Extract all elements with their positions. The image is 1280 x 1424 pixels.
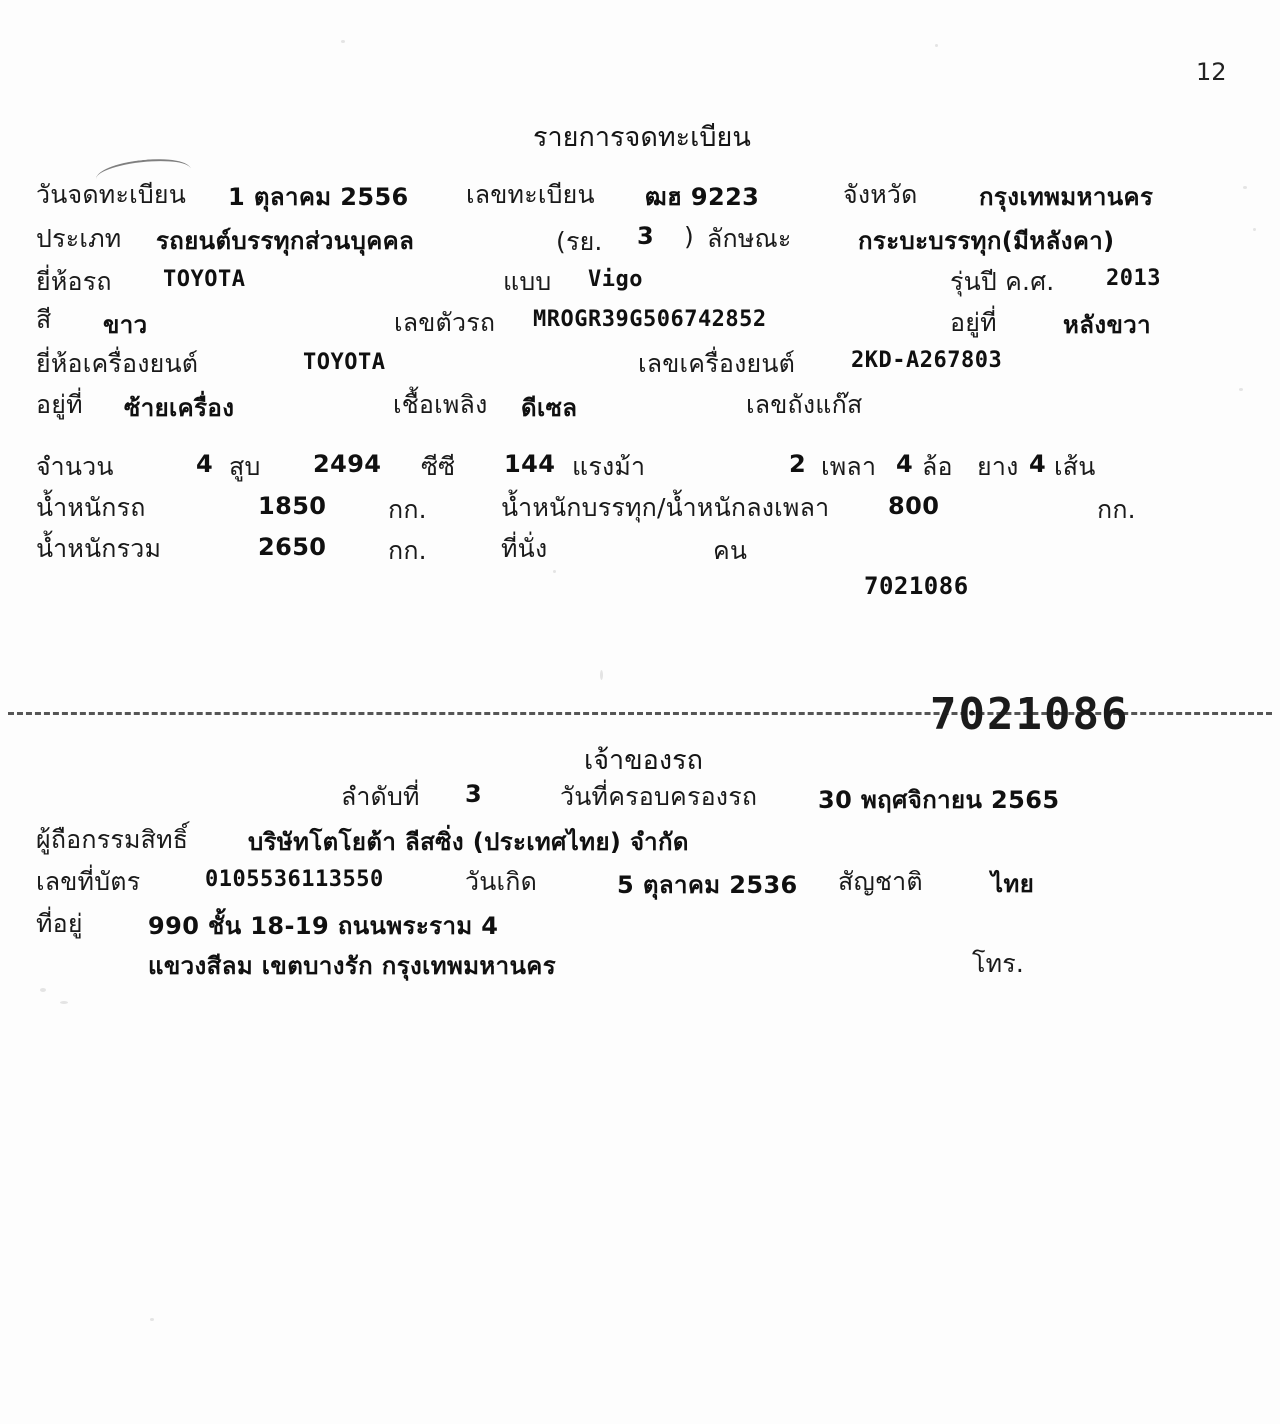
value-card-number: 0105536113550 xyxy=(205,867,384,892)
value-gross-weight: 2650 xyxy=(258,533,327,561)
label-engine-location: อยู่ที่ xyxy=(36,390,83,419)
value-axles: 2 xyxy=(789,450,807,478)
scan-speckle xyxy=(553,570,556,573)
value-tyres: 4 xyxy=(1029,450,1047,478)
value-birth-date: 5 ตุลาคม 2536 xyxy=(617,871,798,899)
value-horsepower: 144 xyxy=(504,450,556,478)
label-rights-holder: ผู้ถือกรรมสิทธิ์ xyxy=(36,825,189,854)
label-registration-date: วันจดทะเบียน xyxy=(36,180,187,209)
label-type-code-suffix: ) xyxy=(684,222,694,251)
label-curb-weight: น้ำหนักรถ xyxy=(36,493,146,522)
label-tyres-unit: เส้น xyxy=(1054,452,1096,481)
value-engine-brand: TOYOTA xyxy=(303,350,386,375)
inline-document-number: 7021086 xyxy=(864,572,969,600)
owner-section-title: เจ้าของรถ xyxy=(584,745,703,776)
value-cc: 2494 xyxy=(313,450,382,478)
label-seats: ที่นั่ง xyxy=(501,534,548,563)
value-load-weight: 800 xyxy=(888,492,940,520)
label-cc-unit: ซีซี xyxy=(421,452,456,481)
value-address-line-2: แขวงสีลม เขตบางรัก กรุงเทพมหานคร xyxy=(148,952,557,980)
scan-speckle xyxy=(935,44,938,47)
label-birth-date: วันเกิด xyxy=(465,867,538,896)
value-wheels: 4 xyxy=(896,450,914,478)
value-rights-holder: บริษัทโตโยต้า ลีสซิ่ง (ประเทศไทย) จำกัด xyxy=(248,828,689,856)
value-engine-number: 2KD-A267803 xyxy=(851,348,1003,373)
label-province: จังหวัด xyxy=(843,180,918,209)
value-owner-order: 3 xyxy=(465,780,483,808)
value-cylinders: 4 xyxy=(196,450,214,478)
label-horsepower-unit: แรงม้า xyxy=(572,452,646,481)
value-type-code: 3 xyxy=(637,222,655,250)
label-characteristic: ลักษณะ xyxy=(707,224,792,253)
label-address: ที่อยู่ xyxy=(36,909,83,938)
label-seats-unit: คน xyxy=(713,536,748,565)
label-phone: โทร. xyxy=(972,949,1025,978)
scan-speckle xyxy=(150,1318,154,1321)
label-gas-tank-number: เลขถังแก๊ส xyxy=(746,390,863,419)
value-color: ขาว xyxy=(103,311,148,339)
label-possession-date: วันที่ครอบครองรถ xyxy=(560,782,758,811)
label-vehicle-type: ประเภท xyxy=(36,224,122,253)
label-type-code-prefix: (รย. xyxy=(556,227,603,256)
scan-speckle xyxy=(600,670,603,680)
label-chassis-location: อยู่ที่ xyxy=(950,308,997,337)
value-registration-date: 1 ตุลาคม 2556 xyxy=(228,183,409,211)
value-possession-date: 30 พฤศจิกายน 2565 xyxy=(818,786,1060,814)
page-title: รายการจดทะเบียน xyxy=(533,122,751,153)
label-model: แบบ xyxy=(503,267,552,296)
label-load-weight-unit: กก. xyxy=(1097,495,1136,524)
value-plate-number: ฒฮ 9223 xyxy=(645,183,760,211)
label-nationality: สัญชาติ xyxy=(838,867,923,896)
label-cylinders-unit: สูบ xyxy=(229,452,261,481)
value-chassis-number: MROGR39G506742852 xyxy=(533,307,767,332)
label-wheels-unit: ล้อ xyxy=(922,452,953,481)
label-brand: ยี่ห้อรถ xyxy=(36,267,112,296)
scan-speckle xyxy=(1253,228,1256,231)
label-gross-weight-unit: กก. xyxy=(388,536,427,565)
scan-speckle xyxy=(1239,388,1243,391)
label-chassis-number: เลขตัวรถ xyxy=(394,308,496,337)
label-tyres: ยาง xyxy=(977,452,1019,481)
label-load-weight: น้ำหนักบรรทุก/น้ำหนักลงเพลา xyxy=(501,493,830,522)
value-engine-location: ซ้ายเครื่อง xyxy=(124,394,235,422)
label-plate-number: เลขทะเบียน xyxy=(466,180,595,209)
stamp-document-number: 7021086 xyxy=(930,689,1130,740)
value-brand: TOYOTA xyxy=(163,267,246,292)
value-curb-weight: 1850 xyxy=(258,492,327,520)
scan-speckle xyxy=(1243,186,1247,189)
label-model-year: รุ่นปี ค.ศ. xyxy=(950,267,1055,296)
value-characteristic: กระบะบรรทุก(มีหลังคา) xyxy=(858,227,1115,255)
label-axles-unit: เพลา xyxy=(821,452,877,481)
value-address-line-1: 990 ชั้น 18-19 ถนนพระราม 4 xyxy=(148,912,499,940)
value-nationality: ไทย xyxy=(991,870,1035,898)
scan-speckle xyxy=(40,988,46,992)
label-fuel: เชื้อเพลิง xyxy=(393,390,488,419)
value-fuel: ดีเซล xyxy=(521,394,578,422)
value-chassis-location: หลังขวา xyxy=(1063,311,1152,339)
value-model: Vigo xyxy=(588,267,643,292)
value-model-year: 2013 xyxy=(1106,266,1161,291)
value-vehicle-type: รถยนต์บรรทุกส่วนบุคคล xyxy=(156,227,415,255)
label-engine-number: เลขเครื่องยนต์ xyxy=(638,349,796,378)
label-card-number: เลขที่บัตร xyxy=(36,867,141,896)
value-province: กรุงเทพมหานคร xyxy=(979,183,1154,211)
label-curb-weight-unit: กก. xyxy=(388,495,427,524)
label-gross-weight: น้ำหนักรวม xyxy=(36,534,162,563)
label-engine-brand: ยี่ห้อเครื่องยนต์ xyxy=(36,349,199,378)
label-count: จำนวน xyxy=(36,452,114,481)
scan-speckle xyxy=(60,1001,68,1004)
label-color: สี xyxy=(36,305,52,334)
scan-speckle xyxy=(341,40,345,43)
page-number: 12 xyxy=(1196,58,1227,86)
label-owner-order: ลำดับที่ xyxy=(341,782,420,811)
